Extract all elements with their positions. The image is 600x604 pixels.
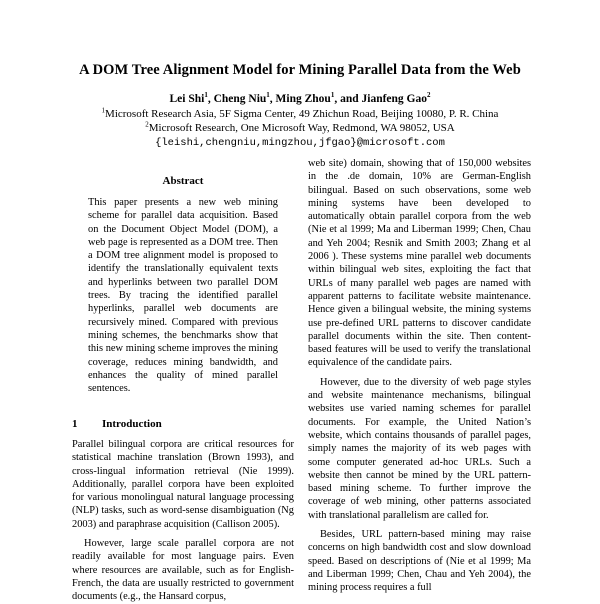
author-affil-mark: 2 (427, 91, 431, 100)
body-paragraph: However, due to the diversity of web page styles and website maintenance mechanisms, bilingual websites use varied naming schemes for parallel documents. For example, the United Nation’s website, which contains thousands of parallel pages, simply names the majority of its web pages with some computer generated ad-hoc URLs. Such a website then cannot be mined by the URL pattern-based mining scheme. To further improve the coverage of web mining, other patterns associated with translational parallelism are called for. (308, 376, 531, 521)
author-affil-mark: 1 (204, 91, 208, 100)
affiliation-2 (0, 122, 600, 134)
body-paragraph: Parallel bilingual corpora are critical resources for statistical machine translation (Brown 1993), and cross-lingual information retrieval (Nie 1999). Additionally, parallel corpora have been exploited for various monolingual natural language processing (NLP) tasks, such as word-sense disambiguation (Ng 2003) and paraphrase acquisition (Callison 2005). (72, 439, 294, 530)
affil-mark: 1 (101, 106, 106, 115)
abstract-text: This paper presents a new web mining scheme for parallel data acquisition. Based on the Document Object Model (DOM), a web page is represented as a DOM tree. Then a DOM tree alignment model is proposed to identify the translationally equivalent texts and hyperlinks between two parallel DOM trees. By tracing the identified parallel hyperlinks, parallel web documents are recursively mined. Compared with previous mining schemes, the benchmarks show that this new mining scheme improves the mining coverage, reduces mining bandwidth, and enhances the quality of mined parallel sentences. (88, 197, 278, 395)
author-name: Jianfeng Gao (361, 93, 428, 105)
affil-mark: 2 (145, 120, 149, 129)
section-heading (72, 418, 292, 430)
author-separator: , (207, 93, 214, 105)
body-paragraph: Besides, URL pattern-based mining may raise concerns on high bandwidth cost and slow download speed. Based on descriptions of (Nie et al 1999; Ma and Liberman 1999; Chen, Chau and Yeh 2004), the mining process requires a full (308, 529, 531, 594)
section-title: Introduction (102, 418, 162, 430)
affiliation-text: Microsoft Research Asia, 5F Sigma Center, 49 Zhichun Road, Beijing 10080, P. R. China (105, 108, 499, 120)
body-paragraph: web site) domain, showing that of 150,000 websites in the .de domain, 10% are German-English bilingual. Based on such observations, some web mining systems have been developed to automatically obtain parallel corpora from the web (Nie et al 1999; Ma and Liberman 1999; Chen, Chau and Yeh 2004; Resnik and Smith 2003; Zhang et al 2006 ). These systems mine parallel web documents within bilingual web sites, exploiting the fact that URLs of many parallel web pages are named with apparent patterns to facilitate website maintenance. Hence given a bilingual website, the mining systems use pre-defined URL patterns to discover candidate parallel documents within the site. Then content-based features will be used to verify the translational equivalence of the candidate pairs. (308, 158, 531, 369)
author-name: Cheng Niu (213, 93, 267, 105)
right-column-body (308, 157, 531, 595)
author-affil-mark: 1 (266, 91, 270, 100)
section-number: 1 (72, 418, 78, 430)
affiliation-text: Microsoft Research, One Microsoft Way, Redmond, WA 98052, USA (148, 122, 455, 134)
body-paragraph: However, large scale parallel corpora are not readily available for most language pairs. Even where resources are available, such as for English-French, the data are usually restricted to government documents (e.g., the Hansard corpus, (72, 538, 294, 603)
author-name: Lei Shi (169, 93, 205, 105)
author-name: Ming Zhou (275, 93, 331, 105)
affiliation-1 (0, 108, 600, 120)
author-separator: , (269, 93, 276, 105)
left-column-body (72, 438, 294, 604)
author-separator: , and (334, 93, 362, 105)
author-emails: {leishi,chengniu,mingzhou,jfgao}@microsoft.com (155, 137, 445, 149)
abstract-heading: Abstract (162, 175, 204, 187)
author-list (0, 93, 600, 105)
author-affil-mark: 1 (330, 91, 335, 100)
paper-title: A DOM Tree Alignment Model for Mining Parallel Data from the Web (79, 62, 521, 78)
